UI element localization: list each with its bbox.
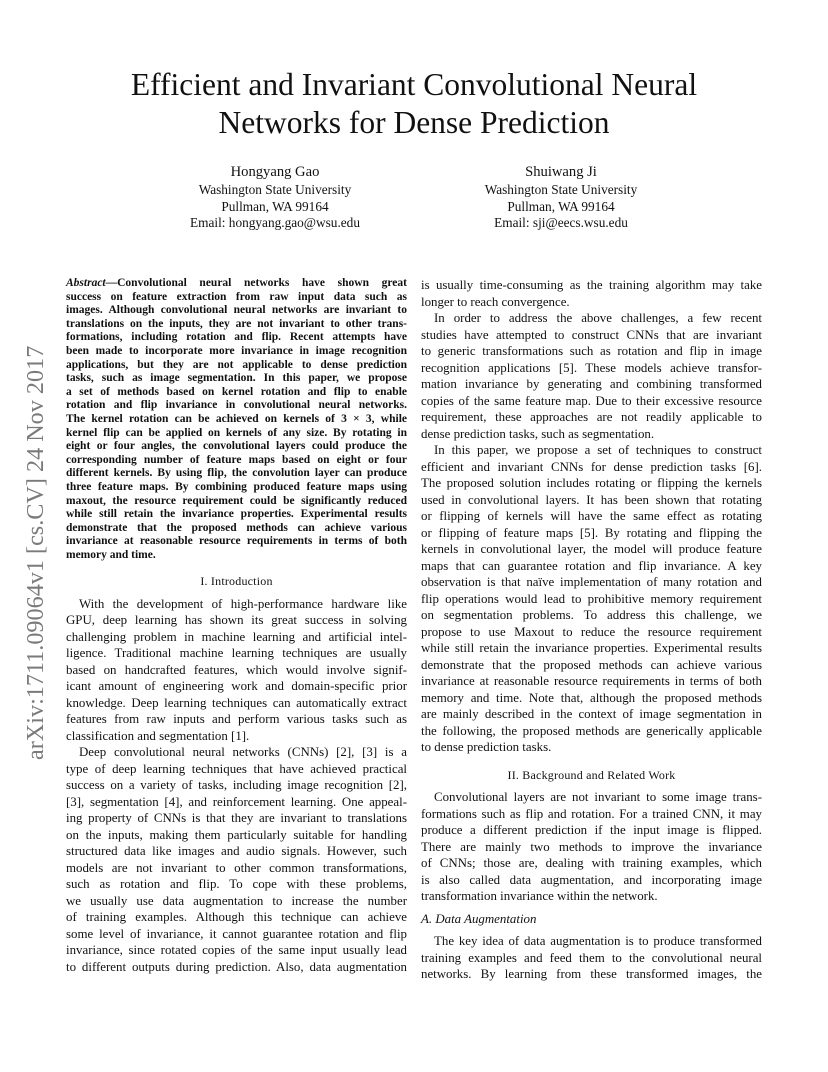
body-line: copies of the same feature map. Due to their excessive resource bbox=[421, 393, 762, 408]
author-email: Email: hongyang.gao@wsu.edu bbox=[190, 215, 360, 231]
body-line: we usually use data augmentation to increase the number bbox=[66, 893, 407, 908]
abstract-line: while still retain the invariance properties. Experimental results bbox=[66, 508, 407, 521]
body-line: is also called data augmentation, and incorporating image bbox=[421, 872, 762, 887]
body-line: or flipping of feature maps [5]. By rotating and flipping the bbox=[421, 525, 762, 540]
body-line: to dense prediction tasks. bbox=[421, 740, 552, 754]
abstract-line: tasks, such as image segmentation. In this paper, we propose bbox=[66, 372, 407, 385]
body-line: observation is that naïve implementation of many rotation and bbox=[421, 575, 762, 589]
abstract bbox=[66, 277, 407, 562]
body-line: while still retain the invariance properties. Experimental results bbox=[421, 641, 762, 655]
body-line: kernels in convolutional layer, the model will produce feature bbox=[421, 542, 762, 556]
author-affiliation: Washington State University bbox=[484, 181, 638, 197]
body-line: ligence. Traditional machine learning techniques are usually bbox=[66, 646, 407, 661]
body-line: on the inputs, making them particularly suitable for handling bbox=[66, 827, 407, 842]
body-line: or flipping of kernels will have the same effect as rotating bbox=[421, 509, 762, 523]
author-address: Pullman, WA 99164 bbox=[221, 198, 329, 214]
body-line: longer to reach convergence. bbox=[421, 294, 570, 309]
body-line: features from raw inputs and perform various tasks such as bbox=[66, 712, 407, 727]
abstract-line: formations, including rotation and flip. Recent attempts have bbox=[66, 331, 407, 344]
abstract-line: three feature maps. By combining produced feature maps using bbox=[66, 480, 407, 493]
left-column bbox=[66, 277, 407, 975]
author-name: Shuiwang Ji bbox=[525, 164, 597, 180]
abstract-line: kernel flip can be applied on kernels of any size. By rotating in bbox=[66, 426, 407, 439]
body-line: some level of invariance, it cannot guarantee rotation and flip bbox=[66, 926, 407, 941]
body-line: dense prediction tasks, such as segmentation. bbox=[421, 426, 655, 441]
body-line: is usually time-consuming as the training algorithm may take bbox=[421, 278, 762, 292]
title-line: Efficient and Invariant Convolutional Neural bbox=[130, 67, 698, 102]
body-line: of training examples. Although this technique can achieve bbox=[66, 910, 407, 925]
author-name: Hongyang Gao bbox=[230, 164, 320, 180]
body-line: Convolutional layers are not invariant to some image trans- bbox=[434, 790, 762, 804]
body-line: With the development of high-performance hardware like bbox=[79, 596, 407, 611]
body-line: [3], segmentation [4], and reinforcement learning. One appeal- bbox=[66, 794, 407, 809]
body-line: are mainly described in the context of image segmentation in bbox=[421, 707, 762, 721]
abstract-line: invariance at reasonable resource requirements in terms of both bbox=[66, 535, 407, 548]
abstract-line: success on feature extraction from raw input data such as bbox=[66, 290, 407, 303]
body-line: knowledge. Deep learning techniques can automatically extract bbox=[66, 695, 407, 710]
body-line: based on handcrafted features, which would involve signif- bbox=[66, 662, 407, 677]
body-line: recognition applications [5]. These models achieve transfor- bbox=[421, 360, 762, 375]
body-line: GPU, deep learning has shown its great success in solving bbox=[66, 613, 407, 628]
body-line: requirement, these approaches are not readily applicable to bbox=[421, 410, 762, 424]
title-line: Networks for Dense Prediction bbox=[218, 105, 610, 140]
abstract-line: memory and time. bbox=[66, 548, 156, 561]
body-line: mation invariance by generating and combining transformed bbox=[421, 377, 762, 391]
body-line: formations such as flip and rotation. For a trained CNN, it may bbox=[421, 806, 762, 821]
abstract-line: been made to incorporate more invariance in image recognition bbox=[66, 344, 407, 357]
body-line: to generic transformations such as rotation and flip in image bbox=[421, 344, 762, 358]
abstract-line: rotation and flip invariance in convolutional neural networks. bbox=[66, 399, 407, 412]
author-block bbox=[411, 164, 711, 232]
body-line: propose to use Maxout to reduce the resource requirement bbox=[421, 624, 762, 639]
body-line: flip operations would lead to prohibitive memory requirement bbox=[421, 591, 762, 606]
body-line: In this paper, we propose a set of techniques to construct bbox=[434, 443, 762, 457]
body-line: classification and segmentation [1]. bbox=[66, 728, 250, 743]
abstract-line: different kernels. By using flip, the convolution layer can produce bbox=[66, 467, 407, 480]
body-line: invariance, since rotated copies of the same input usually lead bbox=[66, 943, 407, 958]
body-line: to different outputs during prediction. Also, data augmentation bbox=[66, 959, 407, 974]
body-line: In order to address the above challenges, a few recent bbox=[434, 311, 762, 325]
abstract-line: a set of methods based on kernel rotation and flip to enable bbox=[66, 385, 407, 398]
abstract-line: eight or four angles, the convolutional layers could produce the bbox=[66, 440, 407, 453]
author-block bbox=[125, 164, 425, 232]
body-line: Deep convolutional neural networks (CNNs) [2], [3] is a bbox=[79, 745, 407, 760]
section-heading: I. Introduction bbox=[200, 574, 273, 589]
body-line: There are mainly two methods to improve the invariance bbox=[421, 839, 762, 854]
abstract-line: demonstrate that the proposed methods can achieve various bbox=[66, 521, 407, 534]
body-line: maps that can guarantee rotation and flip invariance. A key bbox=[421, 558, 762, 573]
body-line: ing property of CNNs is that they are invariant to translations bbox=[66, 811, 407, 826]
body-line: the following, the proposed methods are generically applicable bbox=[421, 723, 762, 738]
body-line: invariance at reasonable resource requirements in terms of both bbox=[421, 674, 762, 688]
abstract-line: images. Although convolutional neural networks are invariant to bbox=[66, 304, 407, 317]
body-line: memory and time. Note that, although the proposed methods bbox=[421, 690, 762, 705]
arxiv-identifier: arXiv:1711.09064v1 [cs.CV] 24 Nov 2017 bbox=[22, 345, 49, 760]
abstract-label: Abstract bbox=[66, 277, 106, 289]
body-line: The key idea of data augmentation is to produce transformed bbox=[434, 934, 762, 948]
body-line: training examples and feed them to the convolutional neural bbox=[421, 950, 762, 965]
subsection-heading: A. Data Augmentation bbox=[421, 911, 537, 926]
body-line: on segmentation problems. To address this challenge, we bbox=[421, 608, 762, 622]
abstract-line: Abstract—Convolutional neural networks have shown great bbox=[66, 277, 407, 289]
author-affiliation: Washington State University bbox=[198, 181, 352, 197]
author-address: Pullman, WA 99164 bbox=[507, 198, 615, 214]
body-line: success on a variety of tasks, including image recognition [2], bbox=[66, 778, 407, 793]
body-line: networks. By learning from these transformed images, the bbox=[421, 967, 762, 981]
body-line: efficient and invariant CNNs for dense prediction tasks [6]. bbox=[421, 459, 762, 474]
body-line: studies have attempted to construct CNNs that are invariant bbox=[421, 327, 762, 342]
abstract-line: translations on the inputs, they are not invariant to other trans- bbox=[66, 317, 407, 330]
abstract-line: The kernel rotation can be achieved on kernels of 3 × 3, while bbox=[66, 412, 407, 425]
body-line: of CNNs; those are, dealing with training examples, which bbox=[421, 856, 762, 870]
abstract-line: corresponding number of feature maps based on eight or four bbox=[66, 453, 407, 466]
paper-title bbox=[60, 66, 768, 142]
body-line: such as rotation and flip. To cope with these problems, bbox=[66, 877, 407, 892]
abstract-line: maxout, the resource requirement could be significantly reduced bbox=[66, 494, 407, 507]
body-line: The proposed solution includes rotating or flipping the kernels bbox=[421, 476, 762, 490]
body-line: demonstrate that the proposed methods can achieve various bbox=[421, 657, 762, 672]
right-column bbox=[421, 277, 762, 983]
body-line: type of deep learning techniques that have achieved practical bbox=[66, 761, 407, 776]
body-line: transformation invariance within the network. bbox=[421, 889, 658, 903]
body-line: structured data like images and audio signals. However, such bbox=[66, 844, 407, 859]
body-line: icant amount of engineering work and domain-specific prior bbox=[66, 679, 407, 694]
body-line: challenging problem in machine learning and artificial intel- bbox=[66, 629, 407, 644]
abstract-line: applications, but they are not applicable to dense prediction bbox=[66, 358, 407, 371]
section-heading: II. Background and Related Work bbox=[507, 767, 676, 782]
body-line: used in convolutional layers. It has been shown that rotating bbox=[421, 492, 762, 507]
author-email: Email: sji@eecs.wsu.edu bbox=[494, 215, 628, 231]
body-line: produce a different prediction if the input image is flipped. bbox=[421, 823, 762, 837]
body-line: models are not invariant to other common transformations, bbox=[66, 860, 407, 875]
